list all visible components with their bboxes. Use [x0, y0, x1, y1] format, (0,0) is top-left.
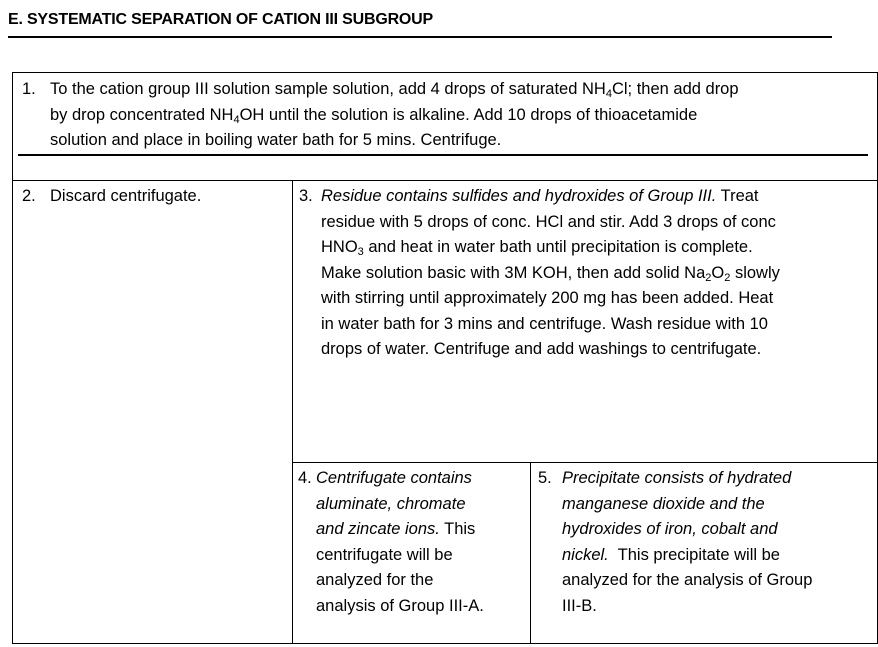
section-heading: E. SYSTEMATIC SEPARATION OF CATION III SUBGROUP: [8, 8, 832, 38]
step-1-number: 1.: [22, 80, 36, 98]
step-4-line-5: analyzed for the: [316, 571, 434, 589]
step-4-line-4: centrifugate will be: [316, 545, 453, 564]
step-5-line-2: manganese dioxide and the: [562, 494, 765, 513]
step-3-line-5: with stirring until approximately 200 mg has been added. Heat: [321, 289, 774, 307]
step-5-line-3: hydroxides of iron, cobalt and: [562, 520, 778, 538]
step-2-number: 2.: [22, 187, 36, 205]
step-4-line-3: and zincate ions. This: [316, 520, 476, 538]
step-3-number: 3.: [299, 187, 313, 205]
step-3-line-1: Residue contains sulfides and hydroxides of Group III. Treat: [321, 187, 759, 205]
step-3-line-6: in water bath for 3 mins and centrifuge. Wash residue with 10: [321, 314, 768, 333]
step-4-line-6: analysis of Group III-A.: [316, 596, 484, 615]
step-1-line-1: To the cation group III solution sample solution, add 4 drops of saturated $NH_4Cl$; then add drop: [50, 80, 739, 100]
step-5-line-5: analyzed for the analysis of Group: [562, 571, 813, 589]
step-5-line-4: nickel. This precipitate will be: [562, 545, 780, 564]
step-3-line-2: residue with 5 drops of conc. HCl and stir. Add 3 drops of conc: [321, 212, 776, 231]
step-5-line-6: III-B.: [562, 596, 597, 615]
step-4-number: 4.: [298, 469, 312, 487]
step-1-line-2: by drop concentrated $NH_4OH$ until the solution is alkaline. Add 10 drops of thioacetamide: [50, 105, 698, 126]
row-divider: [12, 180, 878, 181]
step-3-line-3: $HNO_3$ and heat in water bath until precipitation is complete.: [321, 238, 753, 258]
step-5-line-1: Precipitate consists of hydrated: [562, 469, 792, 487]
step-2-text: Discard centrifugate.: [50, 187, 202, 205]
step-5-number: 5.: [538, 469, 552, 487]
step-4-line-1: Centrifugate contains: [316, 469, 472, 487]
step-3-line-4: Make solution basic with 3M KOH, then add solid $Na_2O_2$ slowly: [321, 263, 780, 284]
column-divider-2: [530, 462, 531, 644]
row-divider-2: [292, 462, 878, 463]
step-4-line-2: aluminate, chromate: [316, 494, 466, 513]
step-3-line-7: drops of water. Centrifuge and add washings to centrifugate.: [321, 340, 762, 358]
step1-underline: [18, 154, 868, 156]
step-1-line-3: solution and place in boiling water bath for 5 mins. Centrifuge.: [50, 131, 502, 149]
column-divider-1: [292, 180, 293, 644]
